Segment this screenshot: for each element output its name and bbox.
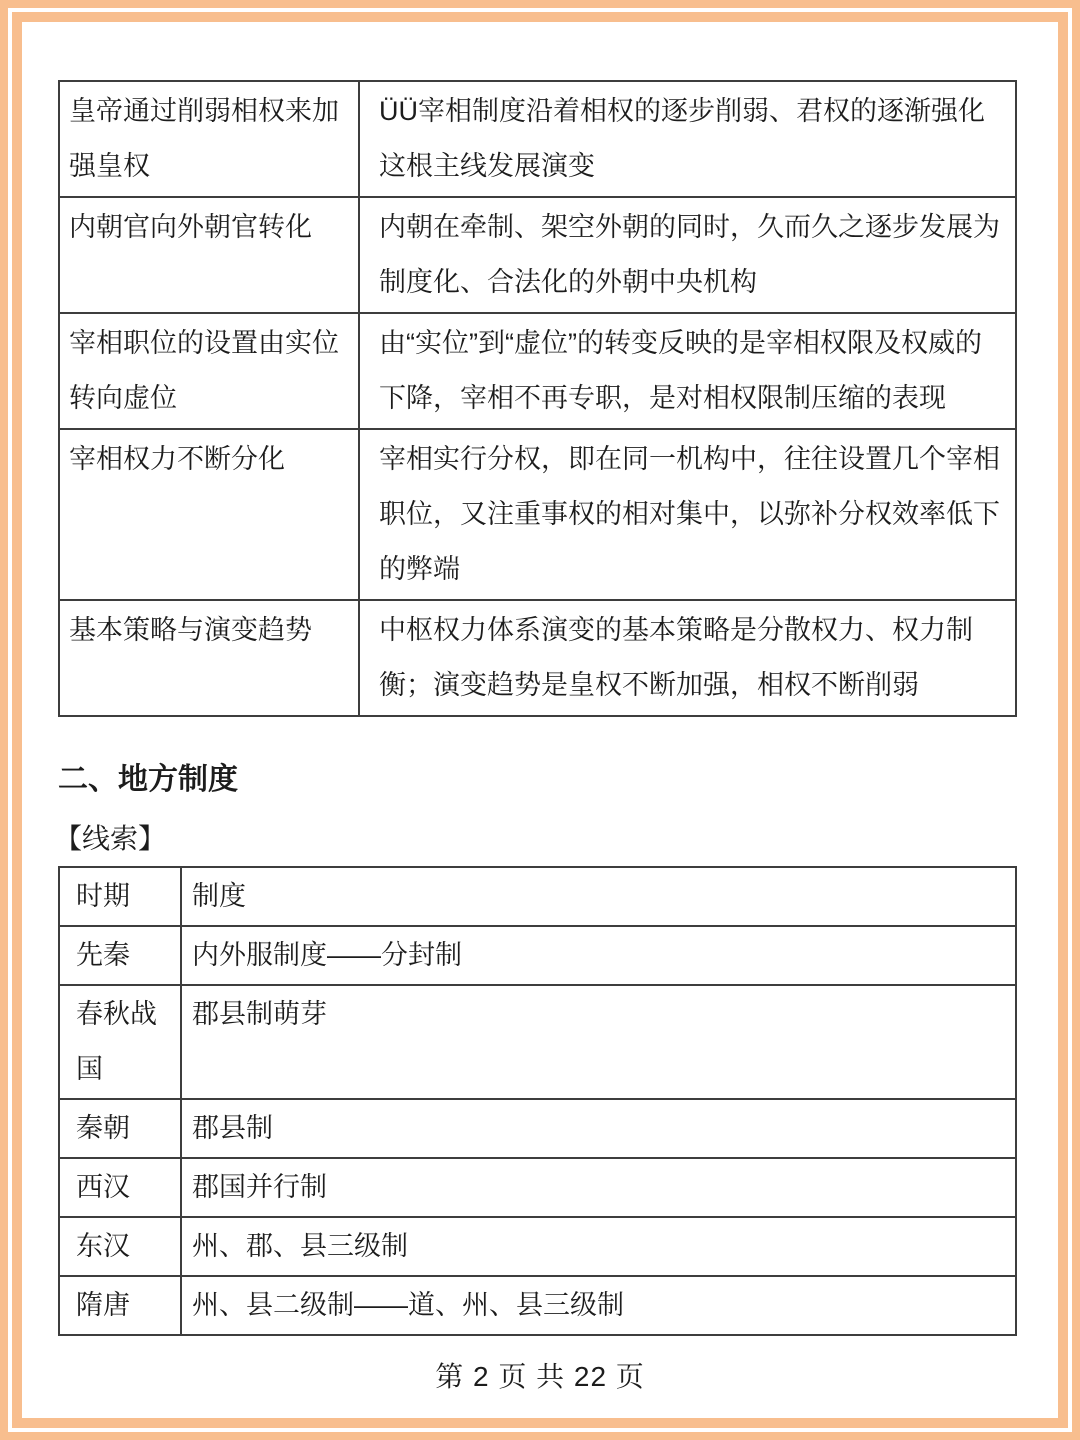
table-row [59, 1276, 1016, 1335]
term-cell: 皇帝通过削弱相权来加强皇权 [59, 81, 359, 197]
table-row [59, 81, 1016, 197]
period-header-cell: 时期 [59, 867, 181, 926]
term-cell: 宰相权力不断分化 [59, 429, 359, 600]
desc-cell: 中枢权力体系演变的基本策略是分散权力、权力制衡；演变趋势是皇权不断加强，相权不断削弱 [359, 600, 1016, 716]
section-heading: 二、地方制度 [58, 763, 238, 796]
table-row [59, 313, 1016, 429]
table-row [59, 197, 1016, 313]
central-power-evolution-table [58, 80, 1017, 717]
table-row [59, 600, 1016, 716]
desc-cell: 内朝在牵制、架空外朝的同时，久而久之逐步发展为制度化、合法化的外朝中央机构 [359, 197, 1016, 313]
term-cell: 内朝官向外朝官转化 [59, 197, 359, 313]
term-cell: 基本策略与演变趋势 [59, 600, 359, 716]
desc-cell: ÜÜ宰相制度沿着相权的逐步削弱、君权的逐渐强化这根主线发展演变 [359, 81, 1016, 197]
document-page [22, 22, 1058, 1418]
table-row [59, 1217, 1016, 1276]
term-cell: 宰相职位的设置由实位转向虚位 [59, 313, 359, 429]
table-row [59, 1158, 1016, 1217]
table-header-row [59, 867, 1016, 926]
system-cell: 内外服制度——分封制 [181, 926, 1016, 985]
system-cell: 郡国并行制 [181, 1158, 1016, 1217]
period-cell: 春秋战国 [59, 985, 181, 1099]
table-row [59, 1099, 1016, 1158]
section-subheading: 【线索】 [54, 823, 167, 854]
period-cell: 东汉 [59, 1217, 181, 1276]
period-cell: 隋唐 [59, 1276, 181, 1335]
table-row [59, 429, 1016, 600]
desc-cell: 宰相实行分权，即在同一机构中，往往设置几个宰相职位，又注重事权的相对集中，以弥补分权效率低下的弊端 [359, 429, 1016, 600]
system-cell: 州、郡、县三级制 [181, 1217, 1016, 1276]
period-cell: 西汉 [59, 1158, 181, 1217]
desc-cell: 由“实位”到“虚位”的转变反映的是宰相权限及权威的下降，宰相不再专职，是对相权限制压缩的表现 [359, 313, 1016, 429]
table-row [59, 985, 1016, 1099]
system-cell: 郡县制 [181, 1099, 1016, 1158]
period-cell: 秦朝 [59, 1099, 181, 1158]
system-cell: 郡县制萌芽 [181, 985, 1016, 1099]
system-header-cell: 制度 [181, 867, 1016, 926]
system-cell: 州、县二级制——道、州、县三级制 [181, 1276, 1016, 1335]
local-system-timeline-table [58, 866, 1017, 1336]
period-cell: 先秦 [59, 926, 181, 985]
page-number-footer: 第 2 页 共 22 页 [435, 1361, 645, 1392]
table-row [59, 926, 1016, 985]
